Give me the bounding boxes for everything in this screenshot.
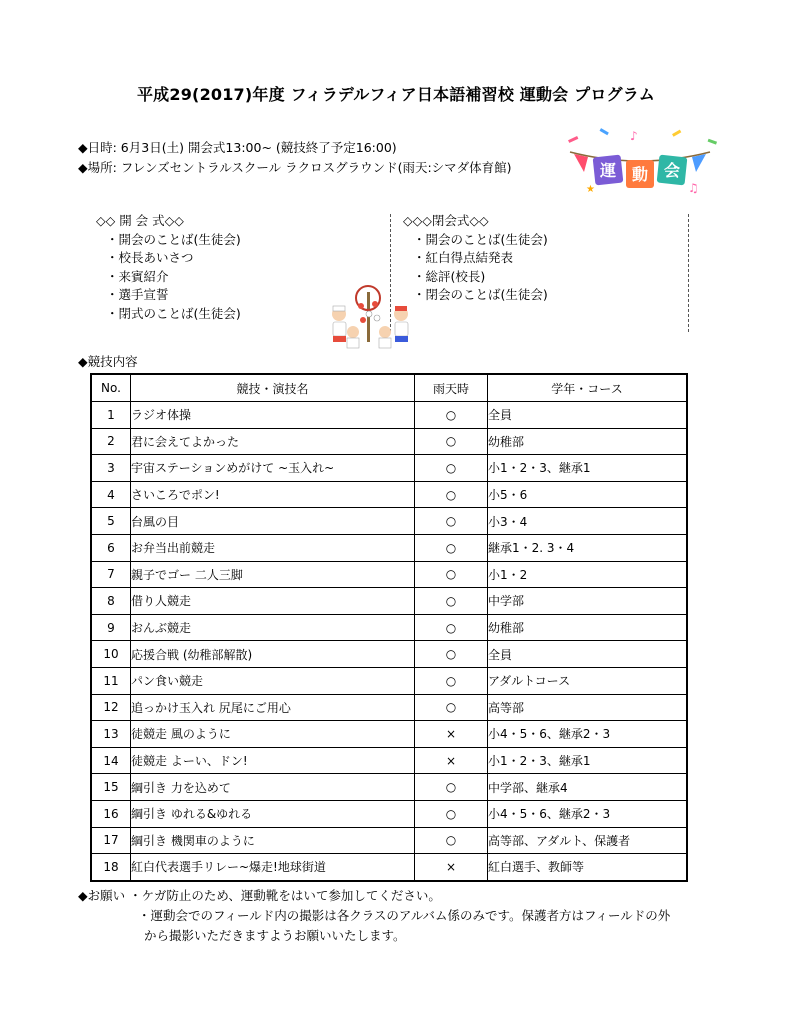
event-number: 2 [91, 428, 131, 455]
opening-item: ・閉式のことば(生徒会) [106, 305, 241, 321]
event-number: 17 [91, 827, 131, 854]
banner-char: 運 [599, 161, 617, 180]
event-name: 追っかけ玉入れ 尻尾にご用心 [131, 694, 415, 721]
note-line: ◆お願い ・ケガ防止のため、運動靴をはいて参加してください。 [78, 888, 441, 903]
event-name: おんぶ競走 [131, 614, 415, 641]
opening-item: ・選手宣誓 [106, 287, 169, 302]
event-grade: 中学部 [488, 588, 688, 615]
closing-ceremony [403, 212, 548, 305]
svg-text:♫: ♫ [688, 181, 699, 195]
program-table-body [91, 402, 687, 881]
rain-mark: ○ [415, 641, 488, 668]
event-grade: 小1・2・3、継承1 [488, 747, 688, 774]
event-grade: 幼稚部 [488, 614, 688, 641]
program-table [90, 373, 688, 882]
kids-tamaire-illustration [325, 284, 415, 354]
event-name: 宇宙ステーションめがけて ~玉入れ~ [131, 455, 415, 482]
event-grade: 小3・4 [488, 508, 688, 535]
rain-mark: ○ [415, 455, 488, 482]
table-row [91, 614, 687, 641]
banner-char: 動 [631, 165, 649, 184]
header-rain: 雨天時 [415, 374, 488, 402]
event-number: 9 [91, 614, 131, 641]
event-place: ◆場所: フレンズセントラルスクール ラクロスグラウンド(雨天:シマダ体育館) [78, 160, 512, 175]
event-name: 綱引き ゆれる&ゆれる [131, 800, 415, 827]
header-event-name: 競技・演技名 [131, 374, 415, 402]
opening-item: ・来賓紹介 [106, 268, 169, 284]
table-row [91, 721, 687, 748]
opening-heading: ◇◇ 開 会 式◇◇ [96, 213, 184, 228]
rain-mark: ○ [415, 428, 488, 455]
event-number: 1 [91, 402, 131, 429]
opening-item: ・開会のことば(生徒会) [106, 231, 241, 247]
rain-mark: ○ [415, 588, 488, 615]
event-name: さいころでポン! [131, 481, 415, 508]
rain-mark: × [415, 747, 488, 774]
event-number: 10 [91, 641, 131, 668]
closing-item: ・紅白得点結発表 [413, 250, 514, 265]
table-row [91, 694, 687, 721]
event-number: 16 [91, 800, 131, 827]
event-grade: 小5・6 [488, 481, 688, 508]
closing-item: ・開会のことば(生徒会) [413, 231, 548, 247]
event-name: お弁当出前競走 [131, 534, 415, 561]
event-grade: 小1・2・3、継承1 [488, 455, 688, 482]
event-name: パン食い競走 [131, 667, 415, 694]
header-no: No. [91, 374, 131, 402]
event-grade: 小1・2 [488, 561, 688, 588]
event-number: 11 [91, 667, 131, 694]
event-number: 6 [91, 534, 131, 561]
table-row [91, 508, 687, 535]
header-grade: 学年・コース [488, 374, 688, 402]
rain-mark: ○ [415, 800, 488, 827]
table-row [91, 800, 687, 827]
table-row [91, 641, 687, 668]
rain-mark: ○ [415, 667, 488, 694]
rain-mark: ○ [415, 402, 488, 429]
table-row [91, 827, 687, 854]
event-grade: 全員 [488, 402, 688, 429]
table-row [91, 455, 687, 482]
event-grade: 紅白選手、教師等 [488, 854, 688, 881]
divider [688, 214, 689, 332]
event-name: 紅白代表選手リレー~爆走!地球街道 [131, 854, 415, 881]
rain-mark: ○ [415, 561, 488, 588]
rain-mark: ○ [415, 481, 488, 508]
event-number: 3 [91, 455, 131, 482]
event-grade: 小4・5・6、継承2・3 [488, 721, 688, 748]
event-number: 7 [91, 561, 131, 588]
table-row [91, 774, 687, 801]
event-number: 15 [91, 774, 131, 801]
event-grade: 高等部、アダルト、保護者 [488, 827, 688, 854]
event-date: ◆日時: 6月3日(土) 開会式13:00~ (競技終了予定16:00) [78, 140, 397, 155]
banner-char: 会 [663, 161, 681, 180]
closing-item: ・総評(校長) [413, 268, 486, 284]
note-line: ・運動会でのフィールド内の撮影は各クラスのアルバム係のみです。保護者方はフィールドの外 [138, 908, 671, 923]
event-name: 徒競走 風のように [131, 721, 415, 748]
event-number: 4 [91, 481, 131, 508]
event-grade: 中学部、継承4 [488, 774, 688, 801]
closing-item: ・閉会のことば(生徒会) [413, 287, 548, 302]
event-number: 8 [91, 588, 131, 615]
event-number: 5 [91, 508, 131, 535]
event-name: 台風の目 [131, 508, 415, 535]
event-number: 18 [91, 854, 131, 881]
table-row [91, 747, 687, 774]
table-row [91, 534, 687, 561]
rain-mark: ○ [415, 827, 488, 854]
event-name: 君に会えてよかった [131, 428, 415, 455]
event-name: 綱引き 力を込めて [131, 774, 415, 801]
event-name: ラジオ体操 [131, 402, 415, 429]
table-row [91, 588, 687, 615]
event-name: 親子でゴー 二人三脚 [131, 561, 415, 588]
event-grade: 高等部 [488, 694, 688, 721]
event-name: 応援合戦 (幼稚部解散) [131, 641, 415, 668]
rain-mark: × [415, 721, 488, 748]
rain-mark: × [415, 854, 488, 881]
table-row [91, 561, 687, 588]
event-grade: 継承1・2. 3・4 [488, 534, 688, 561]
event-name: 綱引き 機関車のように [131, 827, 415, 854]
page-title: 平成29(2017)年度 フィラデルフィア日本語補習校 運動会 プログラム [136, 85, 655, 104]
table-row [91, 854, 687, 881]
rain-mark: ○ [415, 534, 488, 561]
event-grade: 全員 [488, 641, 688, 668]
rain-mark: ○ [415, 508, 488, 535]
opening-ceremony [96, 212, 241, 323]
rain-mark: ○ [415, 774, 488, 801]
event-name: 徒競走 よーい、ドン! [131, 747, 415, 774]
event-grade: 小4・5・6、継承2・3 [488, 800, 688, 827]
closing-heading: ◇◇◇閉会式◇◇ [403, 213, 489, 228]
rain-mark: ○ [415, 614, 488, 641]
event-grade: 幼稚部 [488, 428, 688, 455]
note-line: から撮影いただきますようお願いいたします。 [144, 928, 406, 943]
event-number: 13 [91, 721, 131, 748]
event-number: 12 [91, 694, 131, 721]
undokai-banner-illustration [560, 126, 720, 198]
table-header-row [91, 374, 687, 402]
events-section-label: ◆競技内容 [78, 354, 138, 369]
event-number: 14 [91, 747, 131, 774]
opening-item: ・校長あいさつ [106, 250, 194, 265]
svg-text:★: ★ [586, 184, 595, 195]
table-row [91, 428, 687, 455]
event-grade: アダルトコース [488, 667, 688, 694]
svg-text:♪: ♪ [630, 129, 638, 143]
table-row [91, 481, 687, 508]
rain-mark: ○ [415, 694, 488, 721]
table-row [91, 667, 687, 694]
event-name: 借り人競走 [131, 588, 415, 615]
table-row [91, 402, 687, 429]
